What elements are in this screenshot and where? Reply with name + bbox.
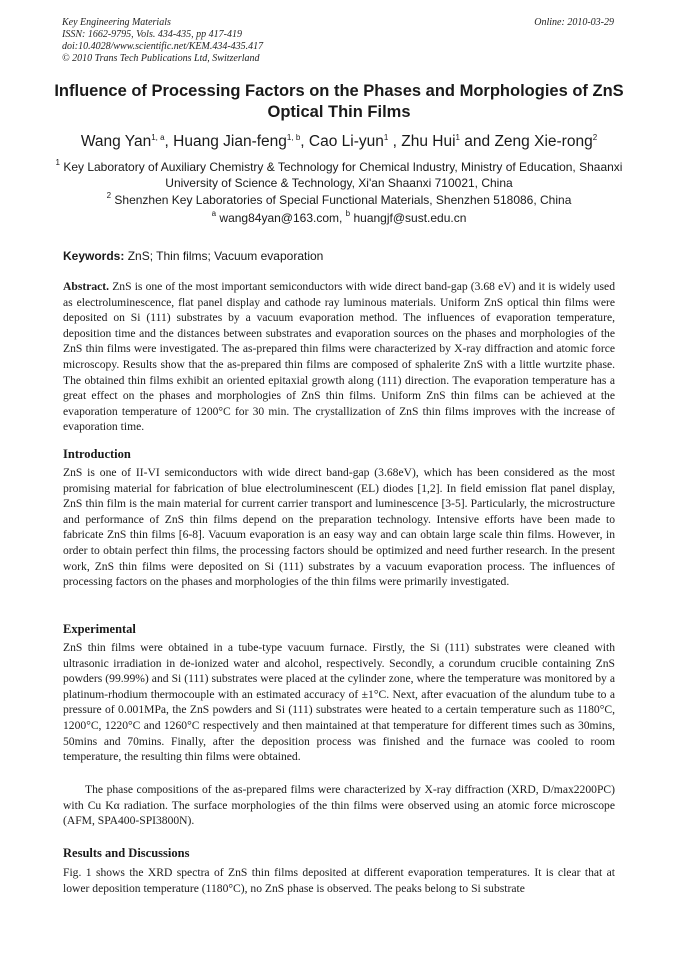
author-emails: $^a$ wang84yan@163.com, $^b$ huangjf@sust.edu.cn	[211, 209, 467, 225]
journal-header	[62, 17, 614, 65]
section-heading-introduction: Introduction	[63, 447, 131, 461]
author-name: Zeng Xie-rong	[494, 133, 593, 150]
section-heading-experimental: Experimental	[63, 622, 136, 636]
author-affil-mark: 1	[455, 133, 460, 142]
abstract	[63, 279, 615, 435]
abstract-label: Abstract.	[63, 280, 110, 293]
experimental-paragraph-2: The phase compositions of the as-prepared films were characterized by X-ray diffraction (XRD, D/max2200PC) with Cu Kα radiation. The surface morphologies of the thin films were observed using an atomic force microscope (AFM, SPA400-SPI3800N).	[63, 783, 615, 828]
keywords-label: Keywords:	[63, 249, 125, 263]
email-b: huangjf@sust.edu.cn	[353, 211, 467, 225]
affiliation-2: $^2$ Shenzhen Key Laboratories of Special Functional Materials, Shenzhen 518086, China	[106, 191, 572, 207]
keywords	[63, 249, 615, 264]
author-affil-mark: 2	[592, 133, 598, 142]
paper-title: Influence of Processing Factors on the Phases and Morphologies of ZnS Optical Thin Films	[54, 82, 624, 121]
introduction-paragraph: ZnS is one of II-VI semiconductors with wide direct band-gap (3.68eV), which has been considered as the most promising material for fabrication of blue electroluminescent (EL) diodes [1,2]. In field emission flat panel display, ZnS thin film is the main material for current carrier transport and luminescence [3-5]. Particularly, the microstructure and performance of ZnS thin films depend on the preparation technology. Intensive efforts have been made to fabricate ZnS thin films [6-8]. Vacuum evaporation is an easy way and can obtain large scale thin films. However, in order to obtain perfect thin films, the processing factors should be optimized and need further research. In the present work, ZnS thin films were deposited on Si (111) substrates by a vacuum evaporation process. The influences of processing factors on the phases and morphologies of the thin films were primarily investigated.	[63, 466, 615, 589]
journal-name: Key Engineering Materials	[62, 17, 171, 28]
author-affil-mark: 1, b	[286, 133, 301, 142]
issn-line: ISSN: 1662-9795, Vols. 434-435, pp 417-419	[62, 29, 242, 40]
affiliation-1: $^1$ Key Laboratory of Auxiliary Chemistry & Technology for Chemical Industry, Ministry of Education, Shaanxi University of Science & Technology, Xi'an Shaanxi 710021, China	[55, 158, 623, 190]
email-a: wang84yan@163.com	[219, 211, 339, 225]
keywords-text: ZnS; Thin films; Vacuum evaporation	[127, 249, 324, 263]
doi-line: doi:10.4028/www.scientific.net/KEM.434-435.417	[62, 41, 264, 52]
author-name: Huang Jian-feng	[173, 133, 287, 150]
results-paragraph: Fig. 1 shows the XRD spectra of ZnS thin films deposited at different evaporation temperatures. It is clear that at lower deposition temperature (1180°C), no ZnS phase is observed. The peaks belong to Si substrate	[63, 866, 615, 895]
author-name: Cao Li-yun	[308, 133, 384, 150]
copyright-line: © 2010 Trans Tech Publications Ltd, Switzerland	[62, 53, 260, 64]
author-affil-mark: 1, a	[151, 133, 165, 142]
abstract-text: ZnS is one of the most important semiconductors with wide direct band-gap (3.68 eV) and it is widely used as electroluminescence, flat panel display and cathode ray luminous materials. Uniform ZnS optical thin films were deposited on Si (111) substrates by a vacuum evaporation method. The influences of evaporation temperature, deposition time and the distances between substrates and evaporation sources on the phases and morphologies of the ZnS thin films were investigated. The as-prepared thin films were characterized by X-ray diffraction and atomic force microscopy. Results show that the as-prepared thin films are composed of sphalerite ZnS with a little wurtzite phase. The obtained thin films exhibit an oriented epitaxial growth along (111) direction. The evaporation temperature has a great effect on the phases and morphologies of ZnS thin films. Uniform ZnS thin films can be achieved at the evaporation temperature of 1200°C for 30 min. The crystallization of ZnS thin films improves with the increase of evaporation time.	[63, 280, 615, 434]
online-date: Online: 2010-03-29	[534, 17, 614, 28]
author-affil-mark: 1	[383, 133, 389, 142]
author-name: Wang Yan	[80, 133, 152, 150]
author-name: Zhu Hui	[401, 133, 456, 150]
section-heading-results: Results and Discussions	[63, 846, 190, 860]
experimental-paragraph-1: ZnS thin films were obtained in a tube-type vacuum furnace. Firstly, the Si (111) substrates were cleaned with ultrasonic irradiation in de-ionized water and alcohol, respectively. Secondly, a corundum crucible containing ZnS powders (99.99%) and Si (111) substrates were placed at the cylinder zone, where the temperature was monitored by a platinum-rhodium thermocouple with an estimated accuracy of ±1°C. Next, after evacuation of the alundum tube to a pressure of 0.001MPa, the ZnS powders and Si (111) substrates were heated to a certain temperature such as 1180°C, 1200°C, 1220°C and 1260°C respectively and then maintained at that temperature for different times such as 30mins, 50mins and 70mins. Finally, after the deposition process was finished and the furnace was cooled to room temperature, the resulting thin films were obtained.	[63, 641, 615, 764]
author-list: Wang Yan$^{1, a}$, Huang Jian-feng$^{1, b}$, Cao Li-yun$^1$ , Zhu Hui$^1$ and Zeng Xie-rong$^2$	[80, 133, 598, 150]
